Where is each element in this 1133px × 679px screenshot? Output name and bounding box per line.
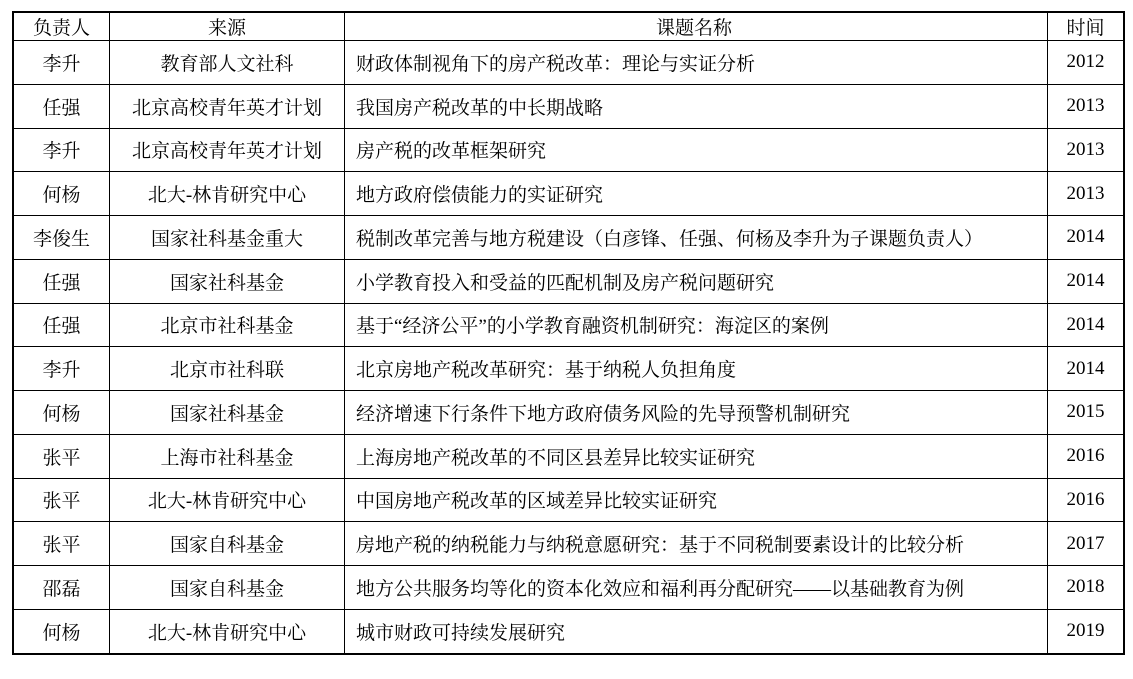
cell-title: 基于“经济公平”的小学教育融资机制研究：海淀区的案例 (345, 303, 1048, 347)
cell-title: 小学教育投入和受益的匹配机制及房产税问题研究 (345, 259, 1048, 303)
cell-title: 房地产税的纳税能力与纳税意愿研究：基于不同税制要素设计的比较分析 (345, 522, 1048, 566)
table-row (13, 391, 1124, 435)
cell-year: 2015 (1048, 391, 1125, 435)
cell-source: 上海市社科基金 (110, 434, 345, 478)
cell-title: 地方公共服务均等化的资本化效应和福利再分配研究——以基础教育为例 (345, 566, 1048, 610)
cell-person: 李升 (13, 347, 110, 391)
column-header-person: 负责人 (13, 12, 110, 41)
table-row (13, 172, 1124, 216)
cell-source: 国家社科基金重大 (110, 216, 345, 260)
cell-year: 2014 (1048, 259, 1125, 303)
cell-title: 税制改革完善与地方税建设（白彦锋、任强、何杨及李升为子课题负责人） (345, 216, 1048, 260)
cell-title: 城市财政可持续发展研究 (345, 609, 1048, 654)
cell-title: 财政体制视角下的房产税改革：理论与实证分析 (345, 41, 1048, 85)
cell-source: 北京高校青年英才计划 (110, 84, 345, 128)
cell-source: 北京高校青年英才计划 (110, 128, 345, 172)
cell-source: 教育部人文社科 (110, 41, 345, 85)
cell-year: 2013 (1048, 128, 1125, 172)
cell-year: 2014 (1048, 303, 1125, 347)
cell-year: 2017 (1048, 522, 1125, 566)
cell-person: 张平 (13, 478, 110, 522)
table-row (13, 478, 1124, 522)
header-row (13, 12, 1124, 41)
cell-year: 2012 (1048, 41, 1125, 85)
cell-person: 何杨 (13, 609, 110, 654)
cell-year: 2013 (1048, 172, 1125, 216)
cell-person: 任强 (13, 84, 110, 128)
cell-source: 北大-林肯研究中心 (110, 172, 345, 216)
cell-year: 2016 (1048, 478, 1125, 522)
cell-title: 上海房地产税改革的不同区县差异比较实证研究 (345, 434, 1048, 478)
cell-title: 中国房地产税改革的区域差异比较实证研究 (345, 478, 1048, 522)
cell-source: 国家自科基金 (110, 522, 345, 566)
table-row (13, 41, 1124, 85)
table-body (13, 41, 1124, 655)
table-row (13, 434, 1124, 478)
cell-year: 2018 (1048, 566, 1125, 610)
cell-title: 地方政府偿债能力的实证研究 (345, 172, 1048, 216)
cell-person: 何杨 (13, 391, 110, 435)
cell-year: 2014 (1048, 347, 1125, 391)
cell-source: 国家社科基金 (110, 391, 345, 435)
column-header-source: 来源 (110, 12, 345, 41)
cell-title: 房产税的改革框架研究 (345, 128, 1048, 172)
cell-person: 李俊生 (13, 216, 110, 260)
table-row (13, 259, 1124, 303)
cell-source: 北大-林肯研究中心 (110, 609, 345, 654)
cell-year: 2016 (1048, 434, 1125, 478)
table-row (13, 128, 1124, 172)
cell-person: 任强 (13, 259, 110, 303)
table-row (13, 609, 1124, 654)
cell-person: 张平 (13, 434, 110, 478)
cell-title: 经济增速下行条件下地方政府债务风险的先导预警机制研究 (345, 391, 1048, 435)
cell-year: 2019 (1048, 609, 1125, 654)
cell-person: 张平 (13, 522, 110, 566)
table-row (13, 522, 1124, 566)
cell-year: 2014 (1048, 216, 1125, 260)
cell-source: 北大-林肯研究中心 (110, 478, 345, 522)
table-row (13, 303, 1124, 347)
cell-person: 李升 (13, 128, 110, 172)
cell-source: 国家自科基金 (110, 566, 345, 610)
column-header-year: 时间 (1048, 12, 1125, 41)
cell-person: 何杨 (13, 172, 110, 216)
cell-title: 我国房产税改革的中长期战略 (345, 84, 1048, 128)
table-row (13, 216, 1124, 260)
cell-source: 国家社科基金 (110, 259, 345, 303)
table-row (13, 566, 1124, 610)
research-projects-table (12, 11, 1125, 655)
cell-title: 北京房地产税改革研究：基于纳税人负担角度 (345, 347, 1048, 391)
cell-person: 李升 (13, 41, 110, 85)
cell-person: 任强 (13, 303, 110, 347)
cell-person: 邵磊 (13, 566, 110, 610)
column-header-title: 课题名称 (345, 12, 1048, 41)
table-row (13, 347, 1124, 391)
cell-source: 北京市社科基金 (110, 303, 345, 347)
table-header (13, 12, 1124, 41)
cell-source: 北京市社科联 (110, 347, 345, 391)
cell-year: 2013 (1048, 84, 1125, 128)
table-row (13, 84, 1124, 128)
